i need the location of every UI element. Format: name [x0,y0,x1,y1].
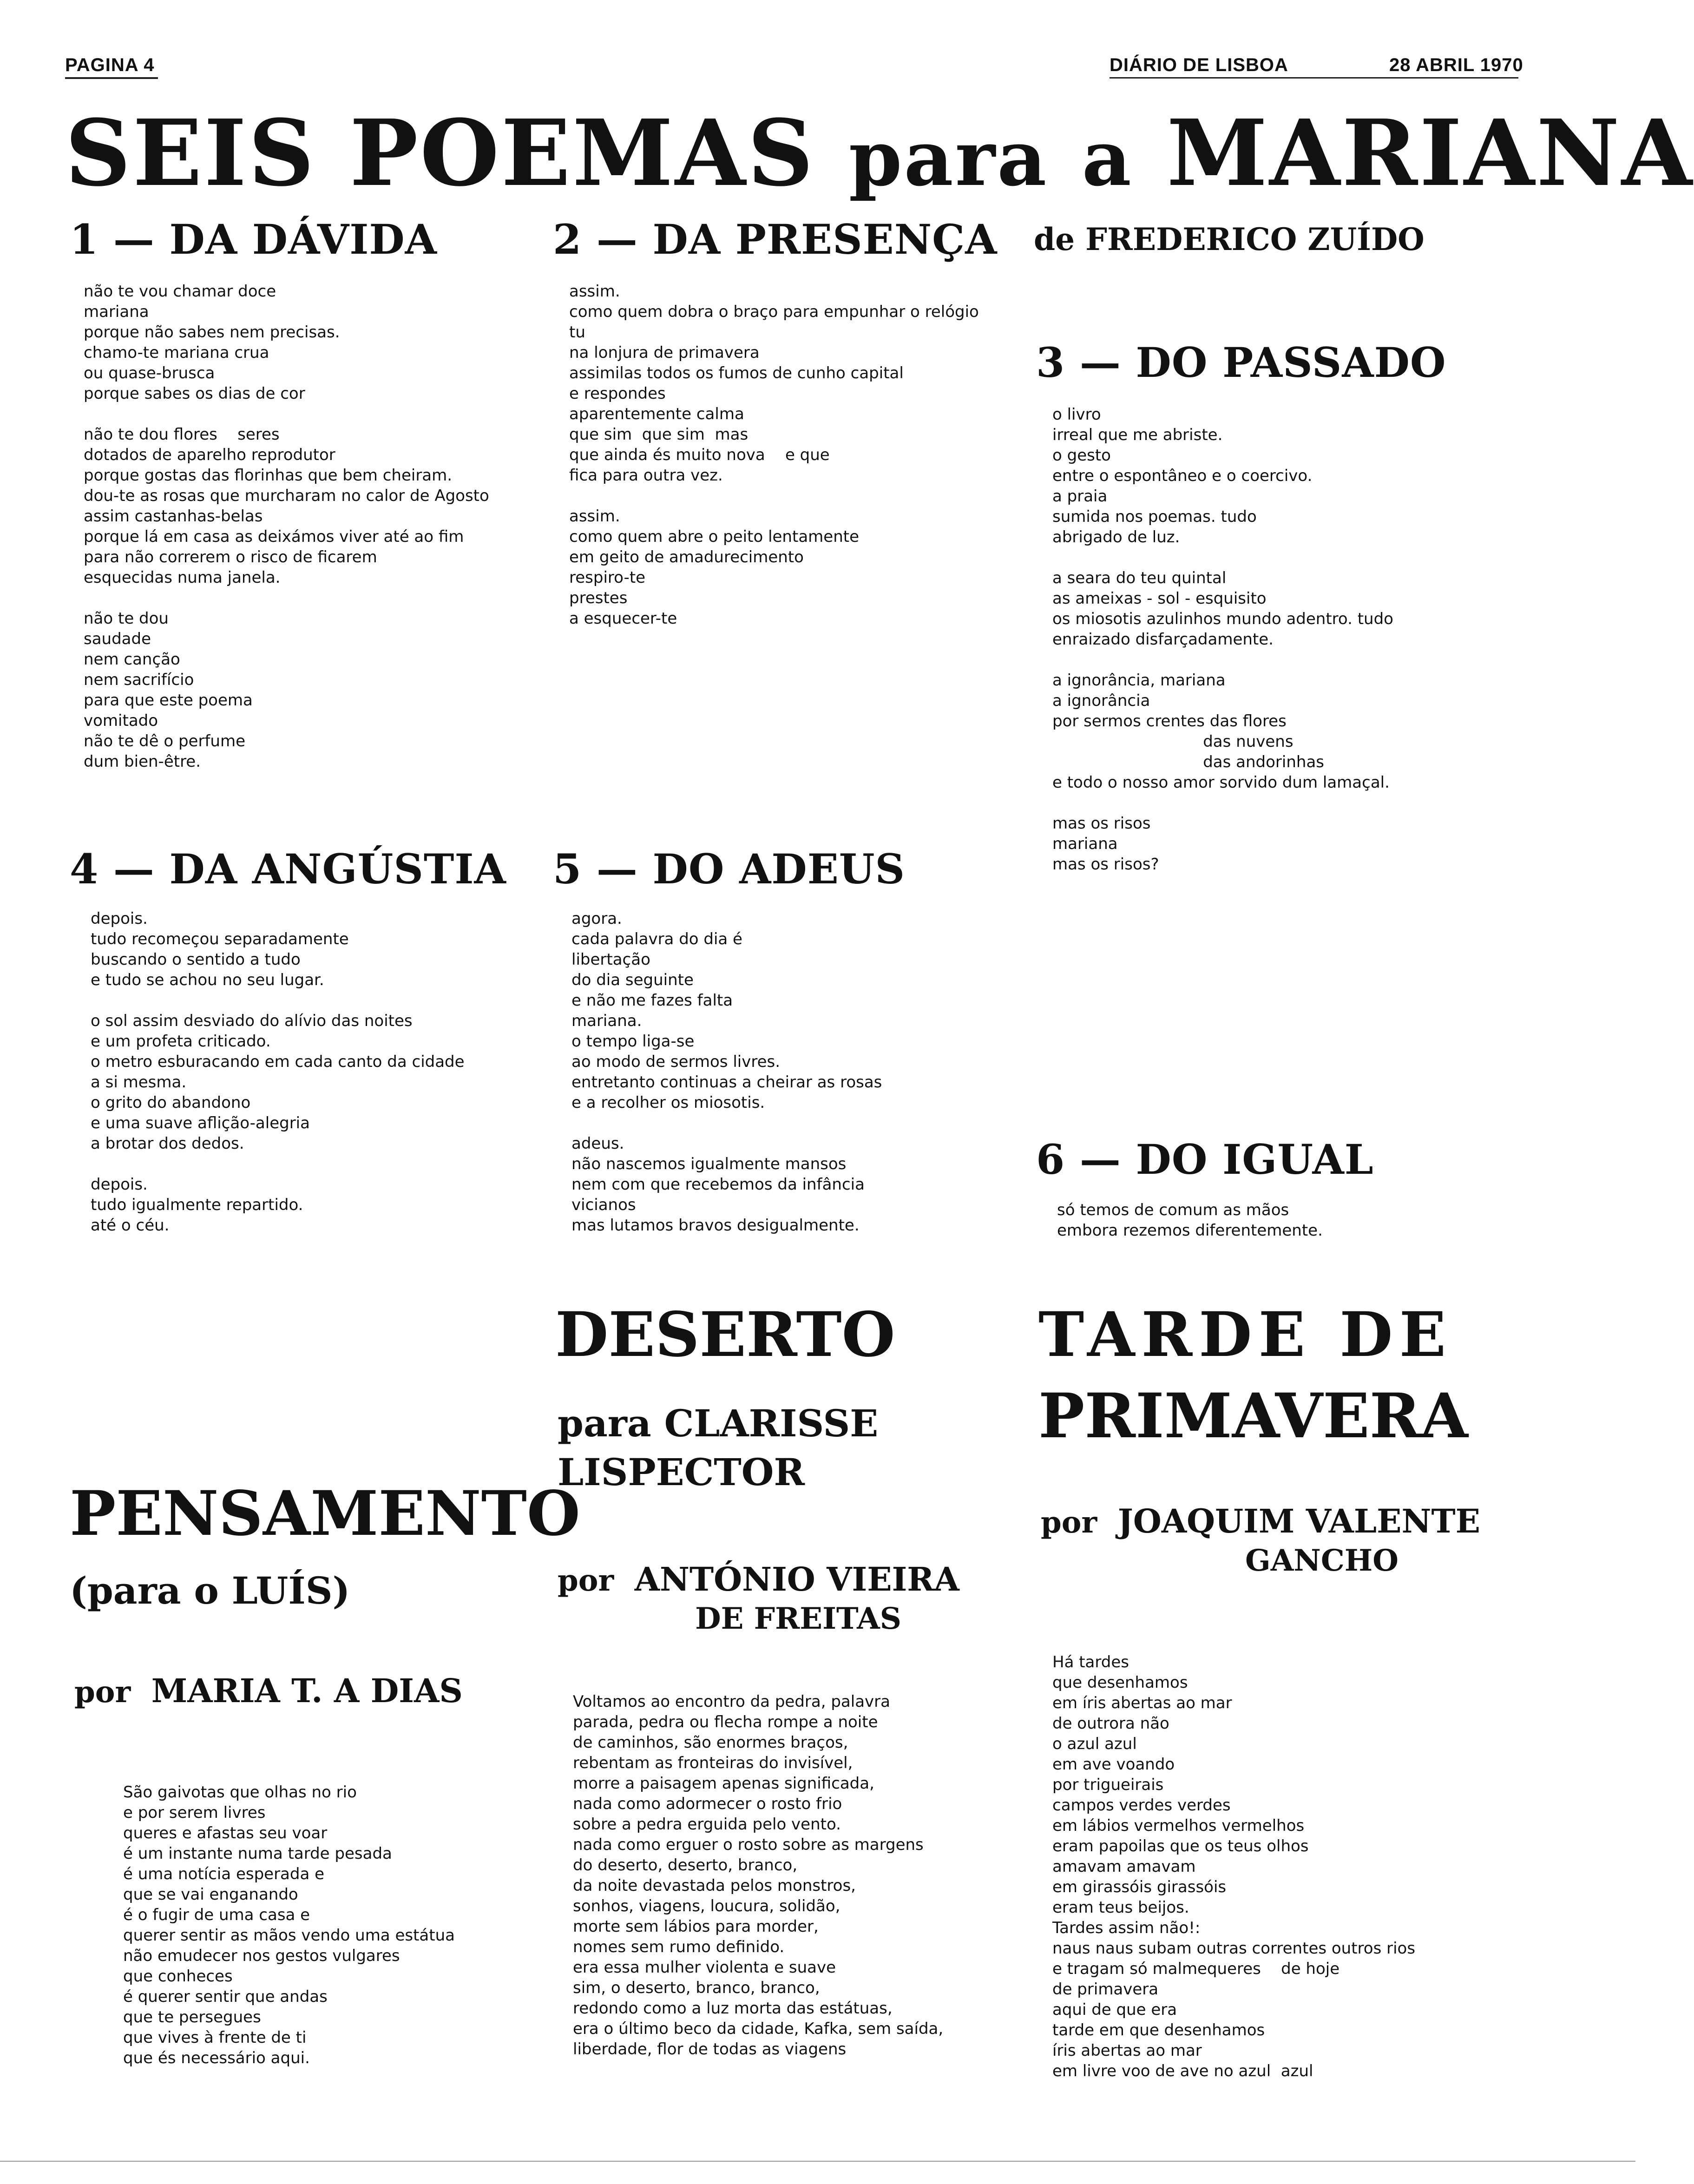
section-1-poem [84,281,548,772]
poem-line: parada, pedra ou flecha rompe a noite [573,1713,878,1731]
poem-line: não te dê o perfume [84,732,246,750]
poem-line: sobre a pedra erguida pelo vento. [573,1815,841,1834]
poem-line: na lonjura de primavera [569,343,760,362]
poem-line: mas lutamos bravos desigualmente. [571,1216,860,1235]
poem-line: como quem abre o peito lentamente [569,527,859,546]
poem-line: redondo como a luz morta das estátuas, [573,1999,893,2018]
section-2-title: 2 — DA PRESENÇA [553,215,998,263]
section-6-title: 6 — DO IGUAL [1036,1135,1374,1184]
poem-line: abrigado de luz. [1052,528,1180,546]
deserto-poem [573,1691,1037,2059]
poem-line: sumida nos poemas. tudo [1052,507,1257,526]
poem-line: São gaivotas que olhas no rio [123,1783,357,1802]
poem-line: e a recolher os miosotis. [571,1093,765,1112]
page-number: PAGINA 4 [65,55,155,75]
poem-line: mariana [84,303,149,321]
poem-line: a praia [1052,487,1108,506]
poem-line: eram papoilas que os teus olhos [1052,1837,1309,1855]
main-title-part2: para [848,113,1049,203]
stanza-break [569,486,1034,506]
poem-line: em lábios vermelhos vermelhos [1052,1816,1305,1835]
stanza-break [91,1154,555,1174]
section-4-poem [91,908,555,1236]
poem-line: a si mesma. [91,1073,187,1092]
poem-line: Voltamos ao encontro da pedra, palavra [573,1692,890,1711]
poem-line: e um profeta criticado. [91,1032,271,1051]
pensamento-author: MARIA T. A DIAS [151,1671,463,1710]
poem-line: não te dou flores seres [84,425,280,444]
poem-line: nomes sem rumo definido. [573,1938,785,1956]
deserto-by: por [558,1563,614,1598]
poem-line: mariana [1052,835,1118,853]
stanza-break [84,588,548,608]
poem-line: amavam amavam [1052,1857,1196,1876]
poem-line: aparentemente calma [569,405,744,423]
poem-line: saudade [84,630,151,648]
poem-line: o livro [1052,405,1101,424]
main-title-part3: a [1082,113,1133,203]
poem-line: que te persegues [123,2008,261,2026]
stanza-break [1052,547,1517,568]
poem-line: íris abertas ao mar [1052,2041,1202,2060]
poem-line: assim castanhas-belas [84,507,263,526]
poem-line: vicianos [571,1196,636,1214]
poem-line: dotados de aparelho reprodutor [84,446,335,464]
poem-line: o azul azul [1052,1735,1137,1753]
poem-line: e tudo se achou no seu lugar. [91,971,324,989]
poem-line: que vives à frente de ti [123,2028,307,2047]
poem-line: naus naus subam outras correntes outros rios [1052,1939,1416,1958]
poem-line: que desenhamos [1052,1673,1188,1692]
issue-date: 28 ABRIL 1970 [1389,55,1523,75]
poem-line: das nuvens [1052,732,1293,751]
poem-line: nem canção [84,650,180,669]
poem-line: fica para outra vez. [569,466,723,485]
pensamento-by: por [74,1675,131,1710]
poem-line: chamo-te mariana crua [84,343,269,362]
poem-line: em livre voo de ave no azul azul [1052,2062,1313,2080]
poem-line: o sol assim desviado do alívio das noites [91,1012,413,1030]
poem-line: por trigueirais [1052,1776,1164,1794]
tarde-author-2: GANCHO [1245,1543,1399,1578]
poem-line: depois. [91,909,148,928]
poem-line: de primavera [1052,1980,1159,1999]
poem-line: em geito de amadurecimento [569,548,804,566]
stanza-break [1052,793,1517,813]
tarde-title-2: PRIMAVERA [1038,1380,1468,1452]
poem-line: de outrora não [1052,1714,1169,1733]
poem-line: que ainda és muito nova e que [569,446,830,464]
poem-line: nada como adormecer o rosto frio [573,1795,842,1813]
poem-line: adeus. [571,1134,624,1153]
poem-line: agora. [571,909,622,928]
poem-line: Há tardes [1052,1653,1129,1671]
poem-line: porque lá em casa as deixámos viver até ao fim [84,527,464,546]
stanza-break [84,404,548,424]
poem-line: dou-te as rosas que murcharam no calor de Agosto [84,487,489,505]
section-5-title: 5 — DO ADEUS [553,845,906,893]
deserto-title: DESERTO [555,1299,895,1371]
poem-line: e tragam só malmequeres de hoje [1052,1960,1340,1978]
poem-line: e todo o nosso amor sorvido dum lamaçal. [1052,773,1390,792]
section-2-poem [569,281,1034,629]
stanza-break [91,990,555,1011]
poem-line: entretanto continuas a cheirar as rosas [571,1073,882,1092]
poem-line: a esquecer-te [569,609,677,628]
poem-line: o gesto [1052,446,1111,465]
section-3-poem [1052,404,1517,875]
main-title [65,98,1694,209]
poem-line: em girassóis girassóis [1052,1878,1227,1896]
poem-line: porque não sabes nem precisas. [84,323,340,342]
poem-line: das andorinhas [1052,753,1325,771]
poem-line: nada como erguer o rosto sobre as margens [573,1835,924,1854]
poem-line: a ignorância, mariana [1052,671,1226,690]
poem-line: que sim que sim mas [569,425,749,444]
header-rule [1110,77,1518,79]
tarde-poem [1052,1652,1517,2081]
poem-line: enraizado disfarçadamente. [1052,630,1274,649]
poem-line: queres e afastas seu voar [123,1824,328,1842]
poem-line: liberdade, flor de todas as viagens [573,2040,847,2059]
deserto-author-2: DE FREITAS [695,1601,901,1636]
poem-line: não te dou [84,609,169,628]
poem-line: é querer sentir que andas [123,1987,328,2006]
poem-line: o grito do abandono [91,1093,251,1112]
deserto-byline [558,1561,959,1599]
poem-line: eram teus beijos. [1052,1898,1189,1917]
poem-line: cada palavra do dia é [571,930,742,948]
page-number-underline [65,77,158,79]
tarde-author-1: JOAQUIM VALENTE [1117,1502,1480,1540]
poem-line: as ameixas - sol - esquisito [1052,589,1267,608]
poems-author: de FREDERICO ZUÍDO [1034,221,1425,257]
poem-line: e não me fazes falta [571,991,733,1010]
poem-line: querer sentir as mãos vendo uma estátua [123,1926,455,1945]
poem-line: morre a paisagem apenas significada, [573,1774,874,1793]
poem-line: Tardes assim não!: [1052,1919,1201,1937]
poem-line: mas os risos? [1052,855,1159,874]
poem-line: em íris abertas ao mar [1052,1694,1232,1712]
poem-line: porque sabes os dias de cor [84,384,305,403]
poem-line: a ignorância [1052,691,1150,710]
poem-line: prestes [569,589,628,607]
poem-line: nem sacrifício [84,671,194,689]
poem-line: em ave voando [1052,1755,1175,1774]
poem-line: e respondes [569,384,666,403]
poem-line: assim. [569,282,620,301]
section-3-title: 3 — DO PASSADO [1036,338,1446,387]
poem-line: de caminhos, são enormes braços, [573,1733,848,1752]
poem-line: rebentam as fronteiras do invisível, [573,1754,853,1772]
poem-line: só temos de comum as mãos [1057,1201,1289,1219]
poem-line: e uma suave aflição-alegria [91,1114,310,1132]
tarde-byline [1041,1503,1480,1541]
poem-line: é um instante numa tarde pesada [123,1844,392,1863]
tarde-title-1: TARDE DE [1038,1299,1453,1371]
poem-line: libertação [571,950,650,969]
poem-line: a seara do teu quintal [1052,569,1227,587]
poem-line: do deserto, deserto, branco, [573,1856,798,1875]
pensamento-title: PENSAMENTO [70,1478,580,1550]
bottom-rule [0,2161,1635,2162]
poem-line: e por serem livres [123,1803,266,1822]
poem-line: que conheces [123,1967,233,1986]
pensamento-subtitle: (para o LUÍS) [70,1569,350,1612]
poem-line: para que este poema [84,691,253,710]
poem-line: dum bien-être. [84,752,201,771]
poem-line: tu [569,323,585,342]
poem-line: ou quase-brusca [84,364,215,382]
poem-line: embora rezemos diferentemente. [1057,1221,1323,1240]
poem-line: por sermos crentes das flores [1052,712,1287,730]
deserto-dedication: para CLARISSE [558,1401,879,1445]
poem-line: que és necessário aqui. [123,2049,310,2067]
poem-line: o metro esburacando em cada canto da cidade [91,1053,465,1071]
poem-line: assim. [569,507,620,526]
poem-line: porque gostas das florinhas que bem cheiram. [84,466,453,485]
poem-line: tarde em que desenhamos [1052,2021,1265,2039]
main-title-part1: SEIS POEMAS [65,100,815,207]
poem-line: campos verdes verdes [1052,1796,1231,1815]
pensamento-poem [123,1782,541,2068]
poem-line: buscando o sentido a tudo [91,950,301,969]
tarde-by: por [1041,1505,1097,1540]
poem-line: os miosotis azulinhos mundo adentro. tudo [1052,610,1393,628]
poem-line: é uma notícia esperada e [123,1865,325,1883]
poem-line: o tempo liga-se [571,1032,695,1051]
poem-line: como quem dobra o braço para empunhar o relógio [569,303,979,321]
poem-line: do dia seguinte [571,971,694,989]
poem-line: que se vai enganando [123,1885,298,1904]
poem-line: mas os risos [1052,814,1151,833]
poem-line: irreal que me abriste. [1052,426,1223,444]
deserto-author-1: ANTÓNIO VIEIRA [634,1560,959,1599]
poem-line: ao modo de sermos livres. [571,1053,781,1071]
poem-line: para não correrem o risco de ficarem [84,548,377,566]
poem-line: era o último beco da cidade, Kafka, sem saída, [573,2020,944,2038]
main-title-part4: MARIANA [1167,100,1694,207]
poem-line: respiro-te [569,568,646,587]
section-1-title: 1 — DA DÁVIDA [70,215,437,263]
section-6-poem [1057,1200,1522,1241]
stanza-break [571,1113,1036,1133]
poem-line: depois. [91,1175,148,1194]
poem-line: aqui de que era [1052,2000,1177,2019]
poem-line: tudo igualmente repartido. [91,1196,303,1214]
poem-line: não emudecer nos gestos vulgares [123,1947,400,1965]
poem-line: assimilas todos os fumos de cunho capital [569,364,904,382]
poem-line: não nascemos igualmente mansos [571,1155,847,1173]
poem-line: sim, o deserto, branco, branco, [573,1979,820,1997]
poem-line: esquecidas numa janela. [84,568,281,587]
poem-line: a brotar dos dedos. [91,1134,244,1153]
poem-line: era essa mulher violenta e suave [573,1958,836,1977]
newspaper-name: DIÁRIO DE LISBOA [1110,55,1288,75]
deserto-dedication-2: LISPECTOR [558,1450,805,1494]
poem-line: não te vou chamar doce [84,282,276,301]
stanza-break [1052,650,1517,670]
poem-line: sonhos, viagens, loucura, solidão, [573,1897,840,1915]
section-5-poem [571,908,1036,1236]
pensamento-byline [74,1673,463,1710]
poem-line: é o fugir de uma casa e [123,1906,310,1924]
poem-line: vomitado [84,711,158,730]
poem-line: mariana. [571,1012,642,1030]
poem-line: tudo recomeçou separadamente [91,930,349,948]
poem-line: da noite devastada pelos monstros, [573,1876,856,1895]
poem-line: nem com que recebemos da infância [571,1175,865,1194]
poem-line: entre o espontâneo e o coercivo. [1052,467,1313,485]
section-4-title: 4 — DA ANGÚSTIA [70,845,506,893]
poem-line: até o céu. [91,1216,170,1235]
poem-line: morte sem lábios para morder, [573,1917,819,1936]
